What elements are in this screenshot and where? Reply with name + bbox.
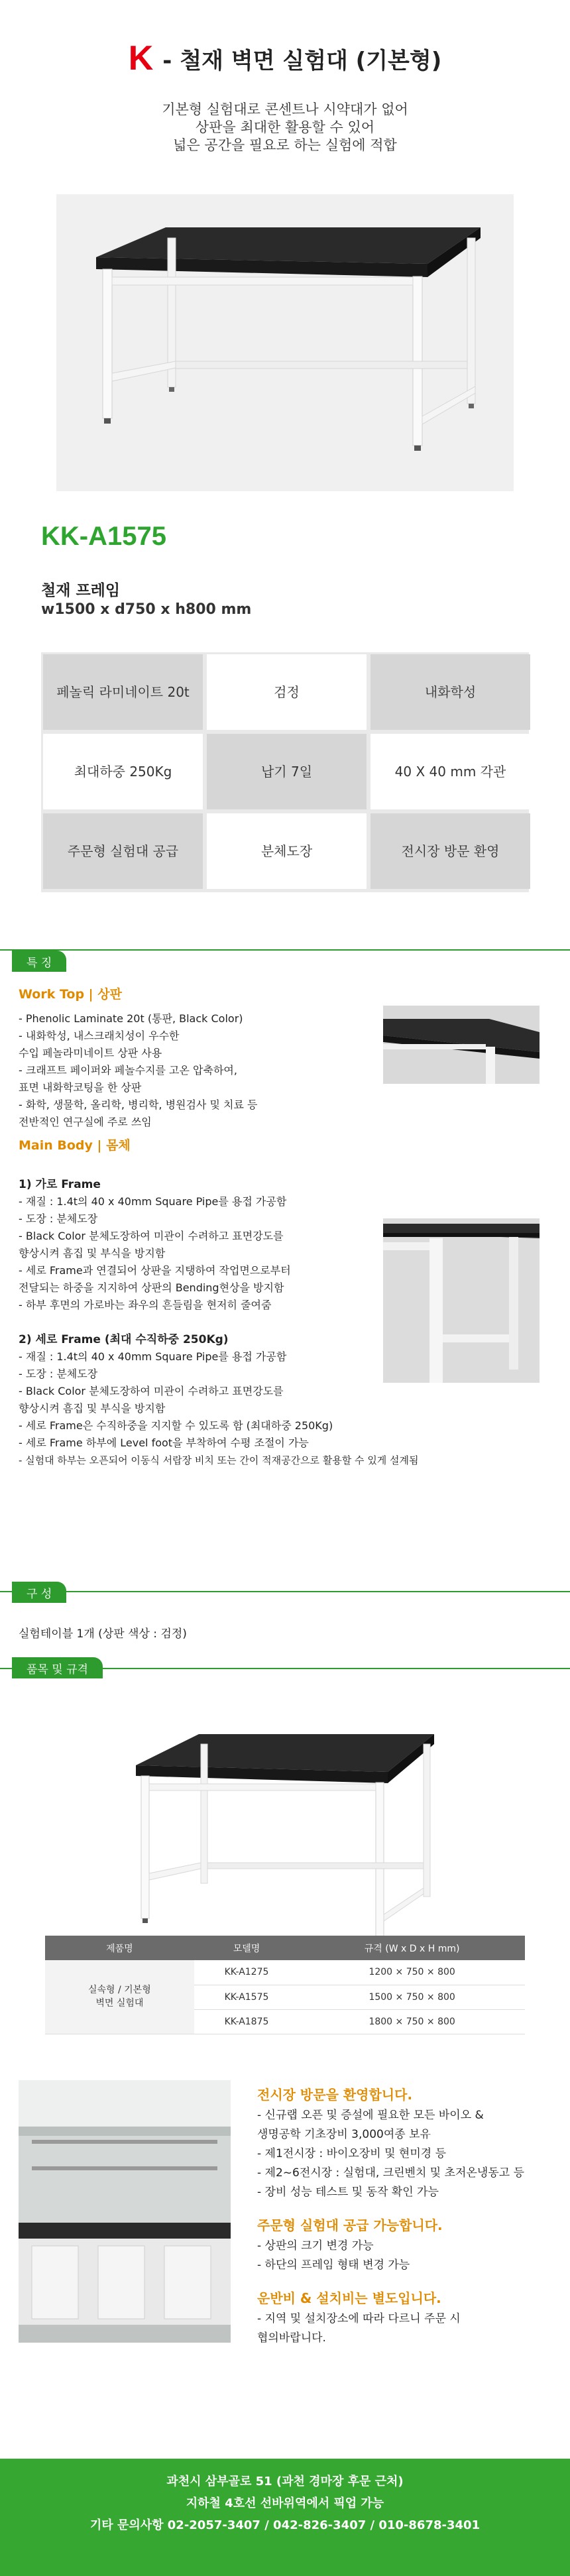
- spec-grid: [41, 652, 529, 892]
- frame-title: 철재 프레임: [41, 582, 121, 599]
- list-item: - 제1전시장 : 바이오장비 및 현미경 등: [257, 2147, 447, 2160]
- worktop-heading: Work Top | 상판: [19, 987, 122, 1002]
- brand-k-logo: K: [128, 39, 154, 78]
- title-text: - 철재 벽면 실험대 (기본형): [162, 47, 442, 74]
- list-item: 전반적인 연구실에 주로 쓰임: [19, 1116, 152, 1128]
- list-item: - 화학, 생물학, 올리학, 병리학, 병원검사 및 치료 등: [19, 1098, 258, 1111]
- subsection-title: 1) 가로 Frame: [19, 1178, 101, 1191]
- list-item: - 세로 Frame과 연결되어 상판을 지탱하여 작업면으로부터: [19, 1264, 291, 1277]
- spec-cell: 최대하중 250Kg: [43, 734, 203, 809]
- footer-contact: [0, 2459, 570, 2576]
- hero-product-image: [56, 194, 514, 491]
- column-header: 규격 (W x D x H mm): [299, 1936, 525, 1960]
- size-cell: 1200 × 750 × 800: [299, 1960, 525, 1985]
- model-cell: KK-A1575: [194, 1985, 300, 2009]
- body-list: [19, 1176, 419, 1469]
- list-item: 전달되는 하중을 지지하여 상판의 Bending현상을 방지함: [19, 1281, 284, 1294]
- list-item: 협의바랍니다.: [257, 2331, 326, 2345]
- subsection-title: 2) 세로 Frame (최대 수직하중 250Kg): [19, 1333, 229, 1346]
- intro-line: 넓은 공간을 필요로 하는 실험에 적합: [173, 137, 397, 153]
- list-item: - 신규랩 오픈 및 증설에 필요한 모든 바이오 &: [257, 2109, 484, 2122]
- spec-cell: 페놀릭 라미네이트 20t: [43, 654, 203, 730]
- spec-cell: 40 X 40 mm 각관: [370, 734, 530, 809]
- worktop-detail-image: [383, 1006, 540, 1084]
- frame-detail-image: [383, 1218, 540, 1383]
- worktop-list: [19, 1010, 257, 1131]
- list-item: - 장비 성능 테스트 및 동작 확인 가능: [257, 2186, 439, 2199]
- list-item: - 내화학성, 내스크래치성이 우수한: [19, 1029, 180, 1042]
- column-header: 모델명: [194, 1936, 300, 1960]
- spec-tab: 품목 및 규격: [12, 1657, 103, 1678]
- spec-cell: 납기 7일: [207, 734, 367, 809]
- intro-text: [0, 101, 570, 154]
- composition-tab: 구 성: [12, 1582, 66, 1603]
- column-header: 제품명: [45, 1936, 194, 1960]
- model-number: KK-A1575: [41, 522, 166, 551]
- list-item: - 재질 : 1.4t의 40 x 40mm Square Pipe를 용접 가공함: [19, 1350, 287, 1363]
- intro-line: 상판을 최대한 활용할 수 있어: [195, 119, 375, 135]
- list-item: - 실험대 하부는 오픈되어 이동식 서랍장 비치 또는 간이 적재공간으로 활용할 수 있게 설계됨: [19, 1454, 419, 1466]
- list-item: - 하단의 프레임 형태 변경 가능: [257, 2258, 410, 2272]
- list-item: - 도장 : 분체도장: [19, 1368, 98, 1380]
- footer-pickup: 지하철 4호선 선바위역에서 픽업 가능: [186, 2496, 384, 2510]
- composition-text: 실험테이블 1개 (상판 색상 : 검정): [19, 1627, 187, 1641]
- page-title: [0, 0, 570, 76]
- list-item: - Black Color 분체도장하여 미관이 수려하고 표면강도를: [19, 1230, 284, 1242]
- table-row: [45, 1960, 525, 1985]
- spec-product-image: [109, 1696, 454, 1976]
- features-tab: 특 징: [12, 951, 66, 972]
- shipping-heading: 운반비 & 설치비는 별도입니다.: [257, 2290, 441, 2306]
- spec-cell: 검정: [207, 654, 367, 730]
- spec-cell: 주문형 실험대 공급: [43, 813, 203, 889]
- intro-line: 기본형 실험대로 콘센트나 시약대가 없어: [162, 101, 408, 117]
- model-cell: KK-A1275: [194, 1960, 300, 1985]
- footer-address: 과천시 삼부골로 51 (과천 경마장 후문 근처): [166, 2475, 404, 2488]
- size-cell: 1800 × 750 × 800: [299, 2009, 525, 2034]
- list-item: - 상판의 크기 변경 가능: [257, 2239, 374, 2253]
- footer-phone: 기타 문의사항 02-2057-3407 / 042-826-3407 / 010-8678-3401: [89, 2518, 481, 2532]
- section-divider: [0, 949, 570, 951]
- spec-cell: 분체도장: [207, 813, 367, 889]
- model-cell: KK-A1875: [194, 2009, 300, 2034]
- spec-cell: 내화학성: [370, 654, 530, 730]
- list-item: - 지역 및 설치장소에 따라 다르니 주문 시: [257, 2312, 461, 2325]
- spec-table: [45, 1936, 525, 2034]
- showroom-heading: 전시장 방문을 환영합니다.: [257, 2087, 413, 2103]
- body-heading: Main Body | 몸체: [19, 1138, 131, 1153]
- custom-order-heading: 주문형 실험대 공급 가능합니다.: [257, 2217, 443, 2233]
- list-item: - 세로 Frame은 수직하중을 지지할 수 있도록 함 (최대하중 250Kg): [19, 1419, 333, 1432]
- list-item: - 도장 : 분체도장: [19, 1212, 98, 1225]
- list-item: - 제2~6전시장 : 실험대, 크린벤치 및 초저온냉동고 등: [257, 2166, 524, 2180]
- list-item: - 하부 후면의 가로바는 좌우의 흔들림을 현저히 줄여줌: [19, 1299, 272, 1311]
- list-item: 향상시켜 흠집 및 부식을 방지함: [19, 1402, 166, 1415]
- showroom-photo: [19, 2080, 231, 2343]
- spec-cell: 전시장 방문 환영: [370, 813, 530, 889]
- table-header-row: [45, 1936, 525, 1960]
- list-item: 표면 내화학코팅을 한 상판: [19, 1081, 142, 1094]
- list-item: 생명공학 기초장비 3,000여종 보유: [257, 2128, 431, 2141]
- section-divider: [0, 1591, 570, 1592]
- list-item: 향상시켜 흠집 및 부식을 방지함: [19, 1247, 166, 1259]
- showroom-info: [257, 2083, 524, 2348]
- list-item: - 재질 : 1.4t의 40 x 40mm Square Pipe를 용접 가공함: [19, 1195, 287, 1208]
- list-item: - 세로 Frame 하부에 Level foot을 부착하여 수평 조절이 가능: [19, 1436, 309, 1449]
- list-item: - Black Color 분체도장하여 미관이 수려하고 표면강도를: [19, 1385, 284, 1397]
- list-item: 수입 페놀라미네이트 상판 사용: [19, 1047, 162, 1059]
- list-item: - Phenolic Laminate 20t (통판, Black Color): [19, 1012, 243, 1025]
- category-cell: 실속형 / 기본형 벽면 실험대: [45, 1960, 194, 2034]
- list-item: - 크래프트 페이퍼와 페놀수지를 고온 압축하여,: [19, 1064, 237, 1077]
- frame-size: w1500 x d750 x h800 mm: [41, 601, 252, 618]
- size-cell: 1500 × 750 × 800: [299, 1985, 525, 2009]
